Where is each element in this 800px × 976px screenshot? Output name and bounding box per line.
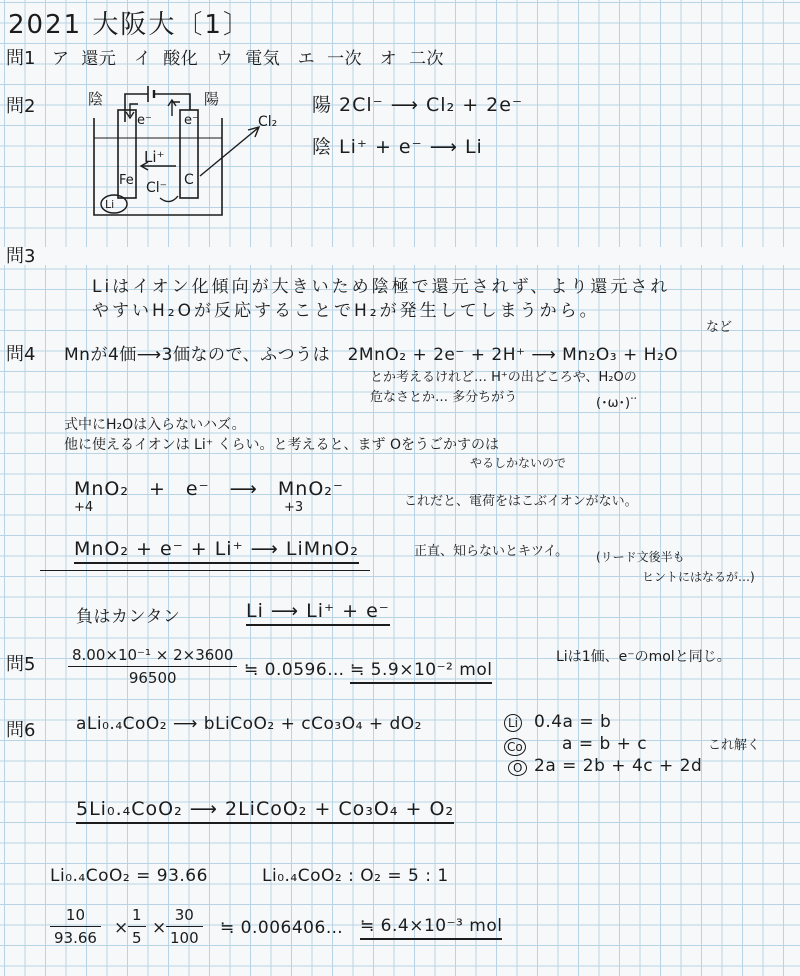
cl-ion-label: Cl⁻ bbox=[146, 180, 168, 196]
q4-nado: など bbox=[706, 320, 733, 335]
q4-line-2: 式中にH₂Oは入らないハズ。 bbox=[64, 417, 246, 433]
q4-equation-1: MnO₂ + e⁻ ⟶ MnO₂⁻ bbox=[74, 478, 344, 500]
q6-general-equation: aLi₀.₄CoO₂ ⟶ bLiCoO₂ + cCo₃O₄ + dO₂ bbox=[76, 714, 422, 734]
cathode-label: 陰 bbox=[88, 90, 104, 108]
q4-line-3: 他に使えるイオンは Li⁺ くらい。と考えると、まず Oをうごかすのは bbox=[64, 437, 500, 453]
li-balance-mark: Li bbox=[504, 714, 522, 732]
oxidation-right: +3 bbox=[284, 500, 304, 515]
fe-electrode-label: Fe bbox=[119, 173, 134, 188]
q4-negative-equation: Li ⟶ Li⁺ + e⁻ bbox=[246, 600, 390, 626]
q2-label: 問2 bbox=[6, 96, 36, 117]
electrolysis-diagram bbox=[80, 80, 290, 225]
oxidation-left: +4 bbox=[74, 500, 94, 515]
page-edge bbox=[0, 247, 800, 265]
q5-approx: ≒ 0.0596… bbox=[244, 660, 345, 680]
q4-line-3b: やるしかないので bbox=[470, 456, 567, 470]
electron-right-label: e⁻ bbox=[184, 113, 199, 128]
q6-balance-li: 0.4a = b bbox=[534, 712, 612, 732]
page-title: 2021 大阪大〔1〕 bbox=[8, 10, 251, 40]
o-balance-mark: O bbox=[508, 760, 527, 776]
q5-numerator: 8.00×10⁻¹ × 2×3600 bbox=[72, 646, 234, 664]
q4-equation-2: MnO₂ + e⁻ + Li⁺ ⟶ LiMnO₂ bbox=[74, 538, 359, 564]
q2-cathode-equation: 陰 Li⁺ + e⁻ ⟶ Li bbox=[312, 136, 483, 158]
doodle-face: (･ω･)ᐝᐝ bbox=[596, 396, 637, 411]
q6-times-1: × bbox=[114, 918, 129, 938]
q4-double-underline bbox=[40, 570, 370, 571]
q4-equation-2-note-3: ヒントにはなるが…) bbox=[642, 570, 755, 584]
q2-anode-equation: 陽 2Cl⁻ ⟶ Cl₂ + 2e⁻ bbox=[312, 94, 523, 116]
q6-result: ≒ 6.4×10⁻³ mol bbox=[360, 916, 502, 940]
li-ion-label: Li⁺ bbox=[144, 148, 165, 166]
q4-negative-label: 負はカンタン bbox=[76, 607, 181, 627]
q6-times-2: × bbox=[152, 918, 167, 938]
electron-left-label: e⁻ bbox=[137, 113, 152, 128]
q6-fraction-3: $\frac{30}{100}$ bbox=[166, 906, 203, 947]
cl2-gas-label: Cl₂ bbox=[258, 114, 278, 130]
q3-line-1: Liはイオン化傾向が大きいため陰極で還元されず、より還元され bbox=[92, 277, 671, 297]
q6-fraction-2: $\frac{1}{5}$ bbox=[128, 906, 146, 947]
q6-balance-co: a = b + c bbox=[562, 734, 648, 754]
q6-fraction-1: $\frac{10}{93.66}$ bbox=[50, 906, 101, 947]
q4-label: 問4 bbox=[6, 344, 36, 365]
q5-label: 問5 bbox=[6, 654, 36, 675]
q5-result: ≒ 5.9×10⁻² mol bbox=[350, 660, 492, 684]
q4-equation-2-note: 正直、知らないとキツイ。 bbox=[414, 544, 569, 559]
q6-solve-note: これ解く bbox=[708, 738, 761, 753]
q1-label: 問1 bbox=[6, 48, 36, 69]
q6-final-equation: 5Li₀.₄CoO₂ ⟶ 2LiCoO₂ + Co₃O₄ + O₂ bbox=[76, 798, 454, 824]
co-balance-mark: Co bbox=[504, 738, 526, 756]
q6-approx: ≒ 0.006406… bbox=[220, 918, 344, 938]
q6-molar-mass: Li₀.₄CoO₂ = 93.66 bbox=[50, 866, 208, 886]
q3-label: 問3 bbox=[6, 246, 36, 267]
q3-line-2: やすいH₂Oが反応することでH₂が発生してしまうから。 bbox=[92, 301, 600, 321]
q6-ratio: Li₀.₄CoO₂ : O₂ = 5 : 1 bbox=[262, 866, 449, 886]
anode-label: 陽 bbox=[204, 90, 220, 108]
q6-balance-o: 2a = 2b + 4c + 2d bbox=[534, 756, 703, 776]
q4-line-1: Mnが4価⟶3価なので、ふつうは 2MnO₂ + 2e⁻ + 2H⁺ ⟶ Mn₂O₃ + H₂O bbox=[64, 345, 679, 365]
q5-denominator: 96500 bbox=[68, 666, 237, 687]
q5-fraction bbox=[68, 646, 237, 687]
c-electrode-label: C bbox=[184, 172, 194, 188]
q4-note-2: 危なさとか… 多分ちがう bbox=[370, 390, 518, 405]
q5-note: Liは1価、e⁻のmolと同じ。 bbox=[556, 649, 731, 665]
li-deposit-label: Li bbox=[105, 198, 115, 211]
q4-equation-1-note: これだと、電荷をはこぶイオンがない。 bbox=[404, 494, 638, 509]
q4-equation-2-note-2: (リード文後半も bbox=[596, 550, 685, 564]
q4-note-1: とか考えるけれど… H⁺の出どころや、H₂Oの bbox=[370, 370, 637, 385]
q1-answers: ア 還元 イ 酸化 ウ 電気 エ 一次 オ 二次 bbox=[52, 49, 445, 69]
q6-label: 問6 bbox=[6, 720, 36, 741]
